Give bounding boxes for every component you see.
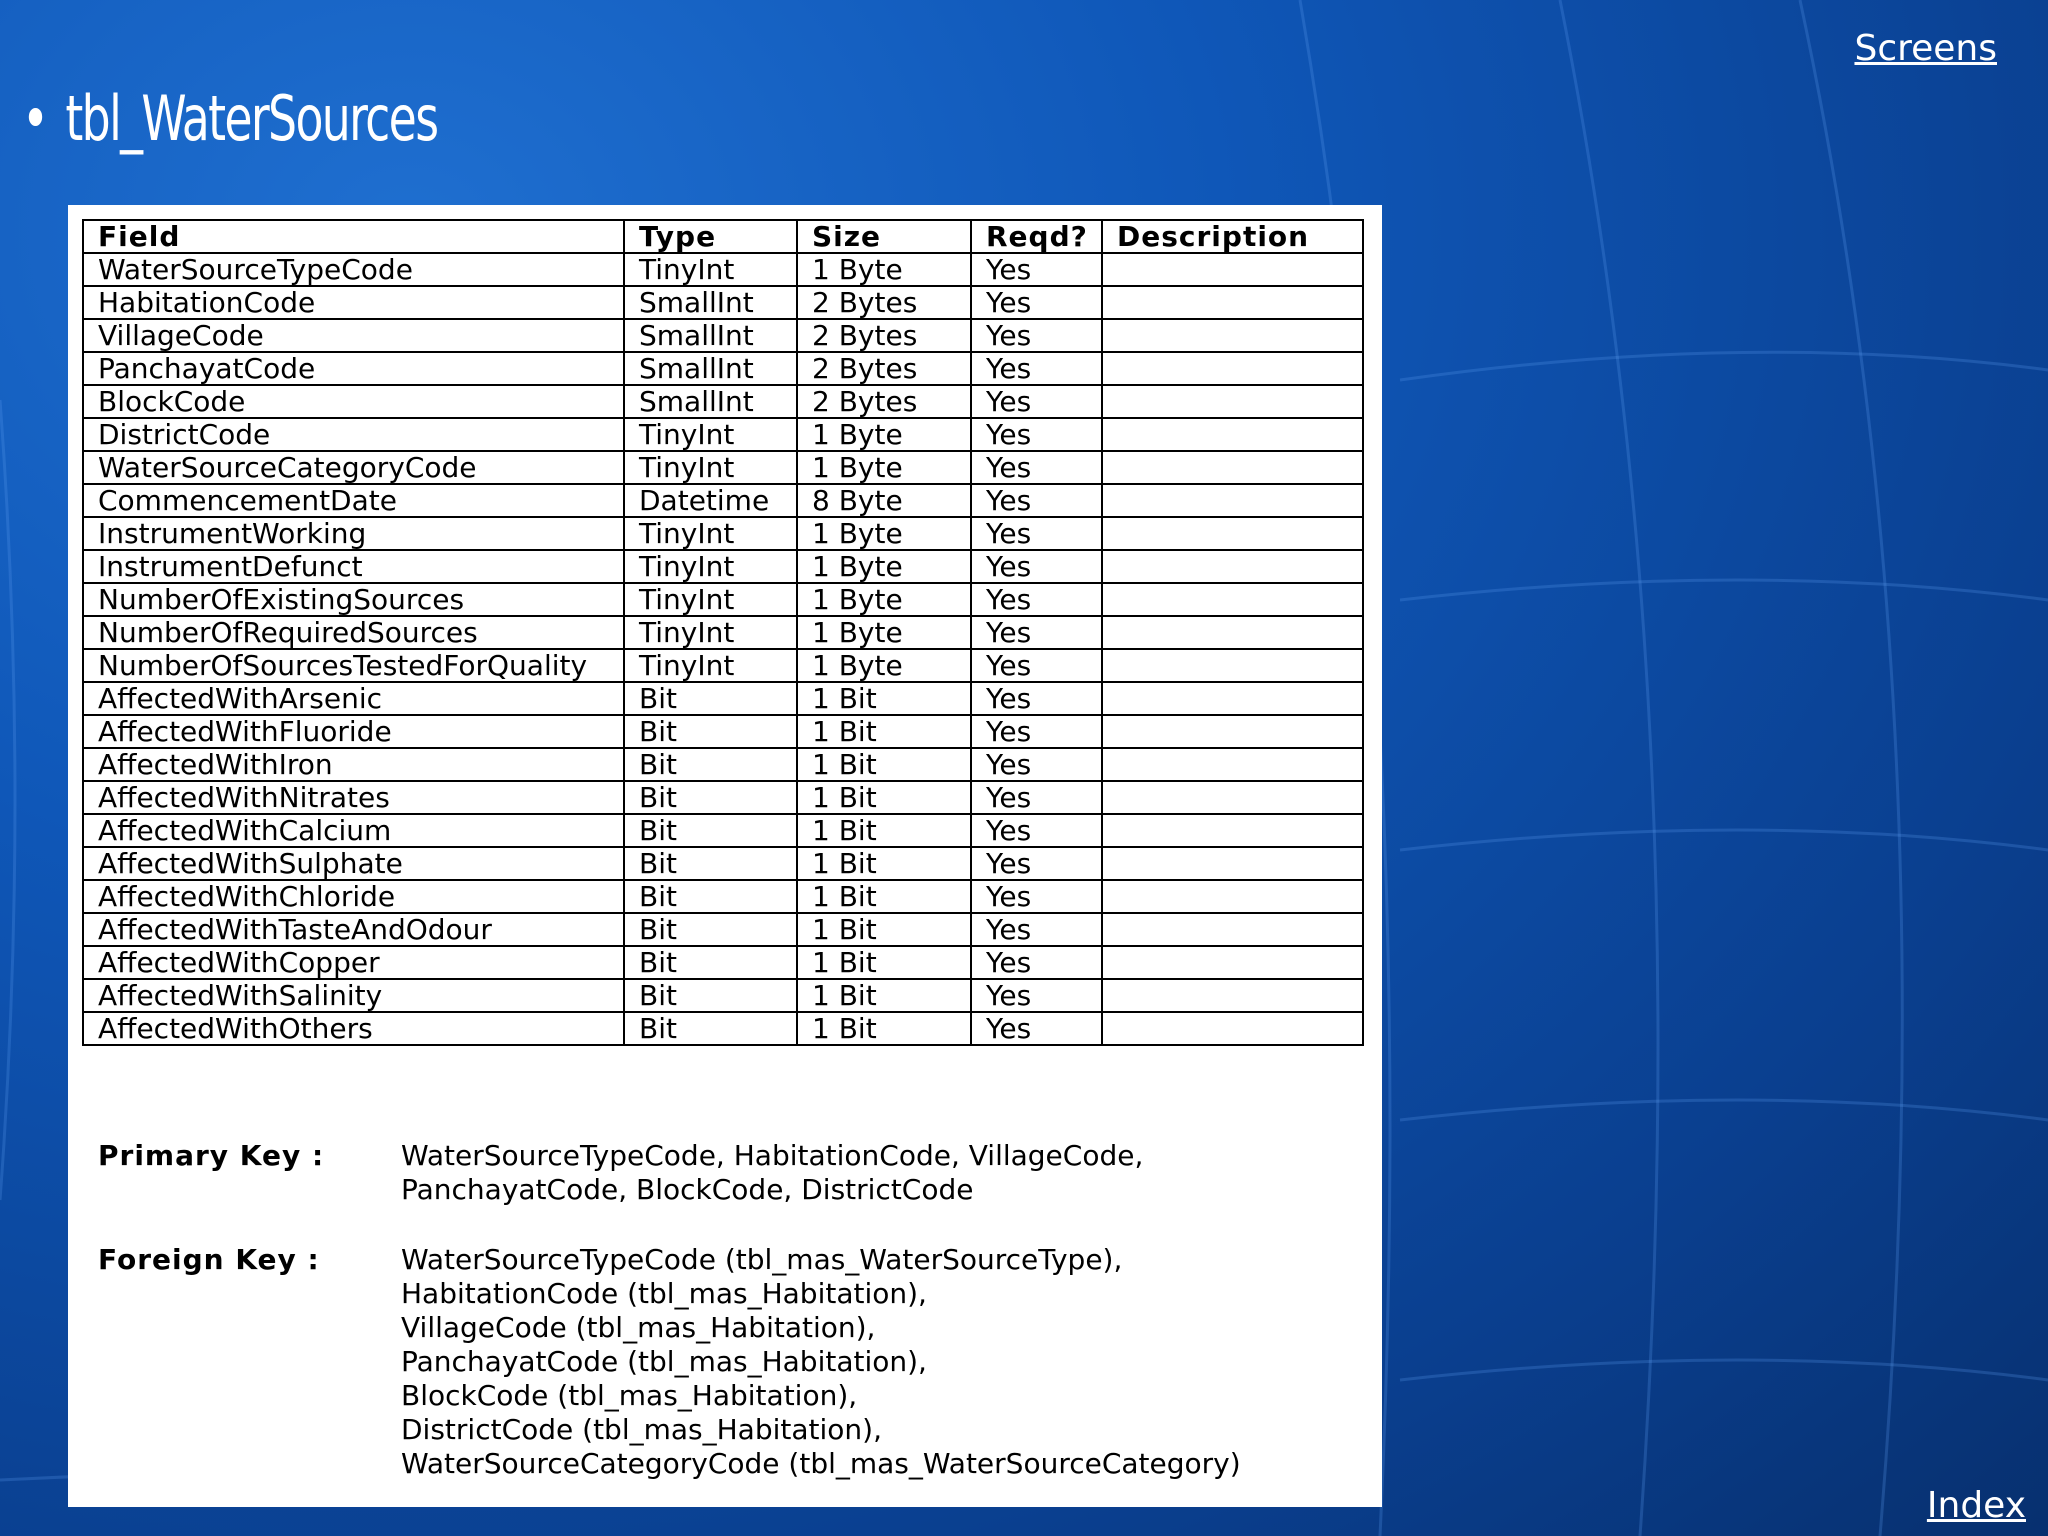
cell-size: 1 Bit: [797, 913, 971, 946]
cell-reqd: Yes: [971, 880, 1102, 913]
table-row: [83, 847, 1363, 880]
cell-size: 1 Byte: [797, 253, 971, 286]
cell-description: [1102, 781, 1363, 814]
primary-key-line: PanchayatCode, BlockCode, DistrictCode: [401, 1173, 974, 1206]
table-row: [83, 484, 1363, 517]
cell-field: InstrumentDefunct: [83, 550, 624, 583]
cell-description: [1102, 484, 1363, 517]
cell-field: AffectedWithTasteAndOdour: [83, 913, 624, 946]
index-link[interactable]: Index: [1926, 1485, 2026, 1526]
table-row: [83, 814, 1363, 847]
cell-type: TinyInt: [624, 550, 797, 583]
cell-type: TinyInt: [624, 253, 797, 286]
cell-field: AffectedWithSalinity: [83, 979, 624, 1012]
foreign-key-line: WaterSourceCategoryCode (tbl_mas_WaterSourceCategory): [401, 1447, 1241, 1480]
cell-field: AffectedWithNitrates: [83, 781, 624, 814]
cell-reqd: Yes: [971, 418, 1102, 451]
cell-type: Bit: [624, 748, 797, 781]
cell-size: 1 Bit: [797, 946, 971, 979]
cell-type: TinyInt: [624, 418, 797, 451]
cell-reqd: Yes: [971, 385, 1102, 418]
table-body: [83, 253, 1363, 1045]
cell-type: Bit: [624, 814, 797, 847]
cell-description: [1102, 1012, 1363, 1045]
cell-description: [1102, 616, 1363, 649]
table-header-row: [83, 220, 1363, 253]
foreign-key-label: Foreign Key :: [98, 1243, 320, 1276]
cell-reqd: Yes: [971, 253, 1102, 286]
cell-reqd: Yes: [971, 517, 1102, 550]
primary-key-line: WaterSourceTypeCode, HabitationCode, VillageCode,: [401, 1139, 1144, 1172]
cell-reqd: Yes: [971, 979, 1102, 1012]
cell-type: Bit: [624, 946, 797, 979]
cell-description: [1102, 913, 1363, 946]
cell-type: Bit: [624, 781, 797, 814]
cell-field: DistrictCode: [83, 418, 624, 451]
cell-size: 1 Bit: [797, 814, 971, 847]
table-row: [83, 1012, 1363, 1045]
cell-description: [1102, 517, 1363, 550]
cell-reqd: Yes: [971, 715, 1102, 748]
table-row: [83, 649, 1363, 682]
cell-size: 2 Bytes: [797, 319, 971, 352]
cell-reqd: Yes: [971, 550, 1102, 583]
cell-field: CommencementDate: [83, 484, 624, 517]
foreign-key-line: VillageCode (tbl_mas_Habitation),: [401, 1311, 876, 1344]
cell-size: 1 Byte: [797, 517, 971, 550]
table-row: [83, 979, 1363, 1012]
table-row: [83, 352, 1363, 385]
cell-type: TinyInt: [624, 451, 797, 484]
cell-description: [1102, 418, 1363, 451]
cell-reqd: Yes: [971, 484, 1102, 517]
foreign-key-value: [401, 1243, 1241, 1481]
cell-type: Bit: [624, 913, 797, 946]
cell-size: 1 Bit: [797, 682, 971, 715]
cell-description: [1102, 946, 1363, 979]
cell-size: 2 Bytes: [797, 352, 971, 385]
cell-size: 1 Bit: [797, 1012, 971, 1045]
table-row: [83, 253, 1363, 286]
cell-field: AffectedWithOthers: [83, 1012, 624, 1045]
cell-reqd: Yes: [971, 1012, 1102, 1045]
screens-link[interactable]: Screens: [1854, 28, 1997, 69]
cell-field: VillageCode: [83, 319, 624, 352]
table-row: [83, 319, 1363, 352]
cell-reqd: Yes: [971, 583, 1102, 616]
cell-field: AffectedWithChloride: [83, 880, 624, 913]
cell-type: Bit: [624, 715, 797, 748]
cell-type: Bit: [624, 847, 797, 880]
cell-field: InstrumentWorking: [83, 517, 624, 550]
table-row: [83, 286, 1363, 319]
table-row: [83, 880, 1363, 913]
cell-field: WaterSourceCategoryCode: [83, 451, 624, 484]
cell-type: TinyInt: [624, 517, 797, 550]
table-row: [83, 517, 1363, 550]
cell-type: TinyInt: [624, 649, 797, 682]
cell-reqd: Yes: [971, 319, 1102, 352]
schema-panel: [68, 205, 1382, 1507]
cell-field: NumberOfExistingSources: [83, 583, 624, 616]
foreign-key-line: HabitationCode (tbl_mas_Habitation),: [401, 1277, 927, 1310]
table-row: [83, 583, 1363, 616]
cell-field: BlockCode: [83, 385, 624, 418]
cell-type: TinyInt: [624, 616, 797, 649]
cell-description: [1102, 352, 1363, 385]
table-row: [83, 616, 1363, 649]
foreign-key-line: WaterSourceTypeCode (tbl_mas_WaterSourceType),: [401, 1243, 1123, 1276]
cell-type: SmallInt: [624, 352, 797, 385]
cell-size: 1 Bit: [797, 979, 971, 1012]
cell-reqd: Yes: [971, 913, 1102, 946]
cell-reqd: Yes: [971, 814, 1102, 847]
primary-key-value: [401, 1139, 1143, 1207]
cell-description: [1102, 583, 1363, 616]
foreign-key-line: DistrictCode (tbl_mas_Habitation),: [401, 1413, 882, 1446]
table-row: [83, 451, 1363, 484]
cell-size: 1 Bit: [797, 748, 971, 781]
cell-size: 1 Bit: [797, 880, 971, 913]
table-row: [83, 946, 1363, 979]
cell-size: 1 Bit: [797, 715, 971, 748]
cell-field: WaterSourceTypeCode: [83, 253, 624, 286]
cell-size: 1 Byte: [797, 418, 971, 451]
title-bullet: •: [22, 82, 48, 155]
primary-key-label: Primary Key :: [98, 1139, 325, 1172]
cell-type: SmallInt: [624, 319, 797, 352]
table-row: [83, 913, 1363, 946]
cell-reqd: Yes: [971, 781, 1102, 814]
cell-field: AffectedWithCopper: [83, 946, 624, 979]
table-row: [83, 715, 1363, 748]
header-field: Field: [83, 220, 624, 253]
cell-size: 8 Byte: [797, 484, 971, 517]
schema-table: [82, 219, 1364, 1046]
cell-type: Bit: [624, 1012, 797, 1045]
cell-description: [1102, 715, 1363, 748]
cell-type: Bit: [624, 682, 797, 715]
cell-description: [1102, 253, 1363, 286]
cell-description: [1102, 319, 1363, 352]
cell-field: AffectedWithIron: [83, 748, 624, 781]
cell-reqd: Yes: [971, 748, 1102, 781]
table-row: [83, 682, 1363, 715]
table-row: [83, 385, 1363, 418]
header-size: Size: [797, 220, 971, 253]
cell-field: HabitationCode: [83, 286, 624, 319]
cell-description: [1102, 682, 1363, 715]
cell-type: TinyInt: [624, 583, 797, 616]
cell-field: AffectedWithFluoride: [83, 715, 624, 748]
cell-field: AffectedWithCalcium: [83, 814, 624, 847]
header-description: Description: [1102, 220, 1363, 253]
cell-size: 1 Byte: [797, 451, 971, 484]
cell-size: 1 Byte: [797, 616, 971, 649]
table-row: [83, 550, 1363, 583]
header-reqd: Reqd?: [971, 220, 1102, 253]
cell-type: Bit: [624, 979, 797, 1012]
cell-description: [1102, 649, 1363, 682]
table-row: [83, 748, 1363, 781]
cell-description: [1102, 847, 1363, 880]
cell-type: SmallInt: [624, 286, 797, 319]
cell-reqd: Yes: [971, 946, 1102, 979]
foreign-key-line: PanchayatCode (tbl_mas_Habitation),: [401, 1345, 927, 1378]
table-row: [83, 781, 1363, 814]
cell-field: NumberOfSourcesTestedForQuality: [83, 649, 624, 682]
cell-type: SmallInt: [624, 385, 797, 418]
cell-description: [1102, 550, 1363, 583]
cell-type: Datetime: [624, 484, 797, 517]
cell-field: PanchayatCode: [83, 352, 624, 385]
cell-size: 1 Bit: [797, 781, 971, 814]
cell-size: 1 Byte: [797, 583, 971, 616]
slide-title: [22, 82, 437, 155]
cell-size: 1 Byte: [797, 550, 971, 583]
cell-description: [1102, 880, 1363, 913]
cell-type: Bit: [624, 880, 797, 913]
cell-description: [1102, 748, 1363, 781]
cell-size: 2 Bytes: [797, 385, 971, 418]
cell-field: AffectedWithSulphate: [83, 847, 624, 880]
cell-reqd: Yes: [971, 682, 1102, 715]
title-text: tbl_WaterSources: [65, 82, 438, 155]
cell-reqd: Yes: [971, 286, 1102, 319]
cell-field: NumberOfRequiredSources: [83, 616, 624, 649]
cell-reqd: Yes: [971, 616, 1102, 649]
cell-description: [1102, 286, 1363, 319]
cell-reqd: Yes: [971, 451, 1102, 484]
cell-description: [1102, 385, 1363, 418]
cell-description: [1102, 979, 1363, 1012]
table-row: [83, 418, 1363, 451]
foreign-key-line: BlockCode (tbl_mas_Habitation),: [401, 1379, 858, 1412]
cell-description: [1102, 451, 1363, 484]
header-type: Type: [624, 220, 797, 253]
cell-reqd: Yes: [971, 847, 1102, 880]
cell-description: [1102, 814, 1363, 847]
cell-size: 1 Byte: [797, 649, 971, 682]
cell-size: 1 Bit: [797, 847, 971, 880]
cell-size: 2 Bytes: [797, 286, 971, 319]
cell-field: AffectedWithArsenic: [83, 682, 624, 715]
cell-reqd: Yes: [971, 649, 1102, 682]
cell-reqd: Yes: [971, 352, 1102, 385]
